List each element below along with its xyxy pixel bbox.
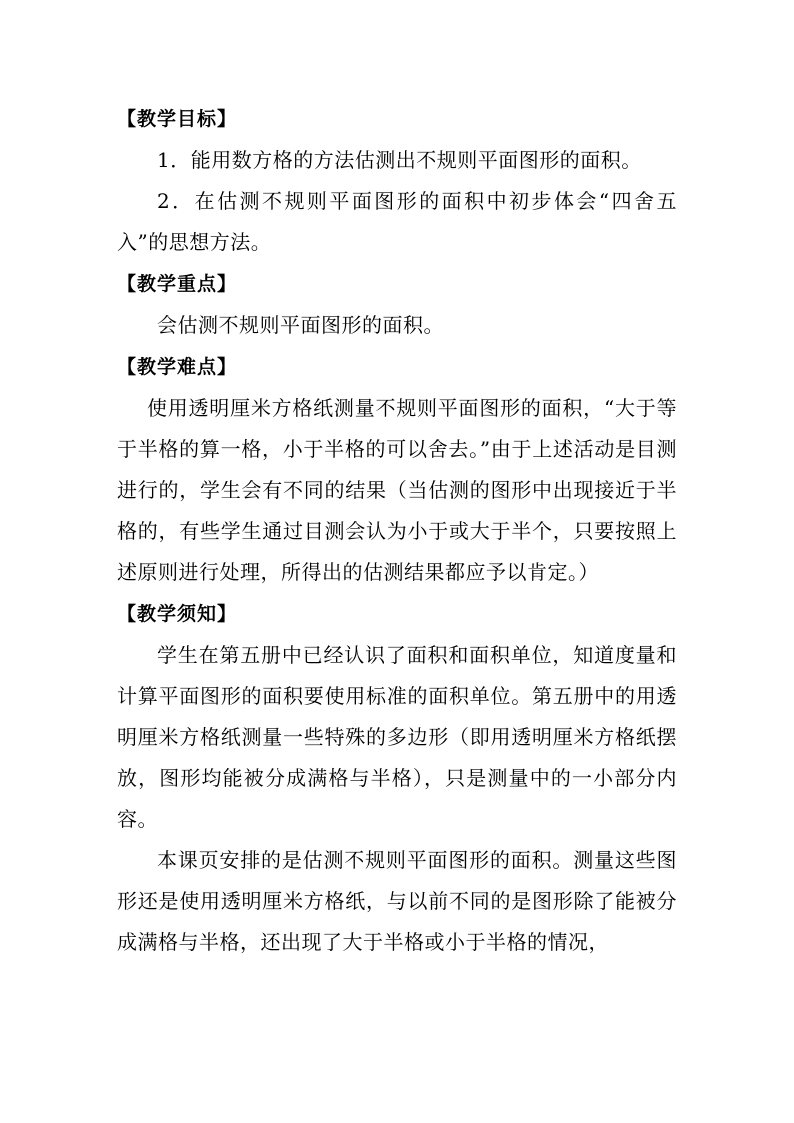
section-heading-key-points: 【教学重点】 — [117, 273, 238, 295]
difficulties-text: 使用透明厘米方格纸测量不规则平面图形的面积，“大于等于半格的算一格，小于半格的可以舍去。”由于上述活动是目测进行的，学生会有不同的结果（当估测的图形中出现接近于半格的，有些学生通过目测会认为小于或大于半个，只要按照上述原则进行处理，所得出的估测结果都应予以肯定。） — [117, 396, 677, 584]
key-points-text: 会估测不规则平面图形的面积。 — [157, 313, 444, 337]
notes-paragraph-1: 学生在第五册中已经认识了面积和面积单位，知道度量和计算平面图形的面积要使用标准的面积单位。第五册中的用透明厘米方格纸测量一些特殊的多边形（即用透明厘米方格纸摆放，图形均能被分成满格与半格），只是测量中的一小部分内容。 — [117, 643, 677, 831]
section-heading-notes: 【教学须知】 — [117, 603, 238, 625]
section-heading-difficulties: 【教学难点】 — [117, 356, 238, 378]
goal-item-2: 2．在估测不规则平面图形的面积中初步体会“四舍五入”的思想方法。 — [117, 189, 677, 254]
goal-item-1: 1．能用数方格的方法估测出不规则平面图形的面积。 — [157, 148, 642, 172]
document-body — [117, 98, 677, 963]
notes-paragraph-2: 本课页安排的是估测不规则平面图形的面积。测量这些图形还是使用透明厘米方格纸，与以前不同的是图形除了能被分成满格与半格，还出现了大于半格或小于半格的情况， — [117, 848, 677, 954]
section-heading-goals: 【教学目标】 — [117, 108, 238, 130]
